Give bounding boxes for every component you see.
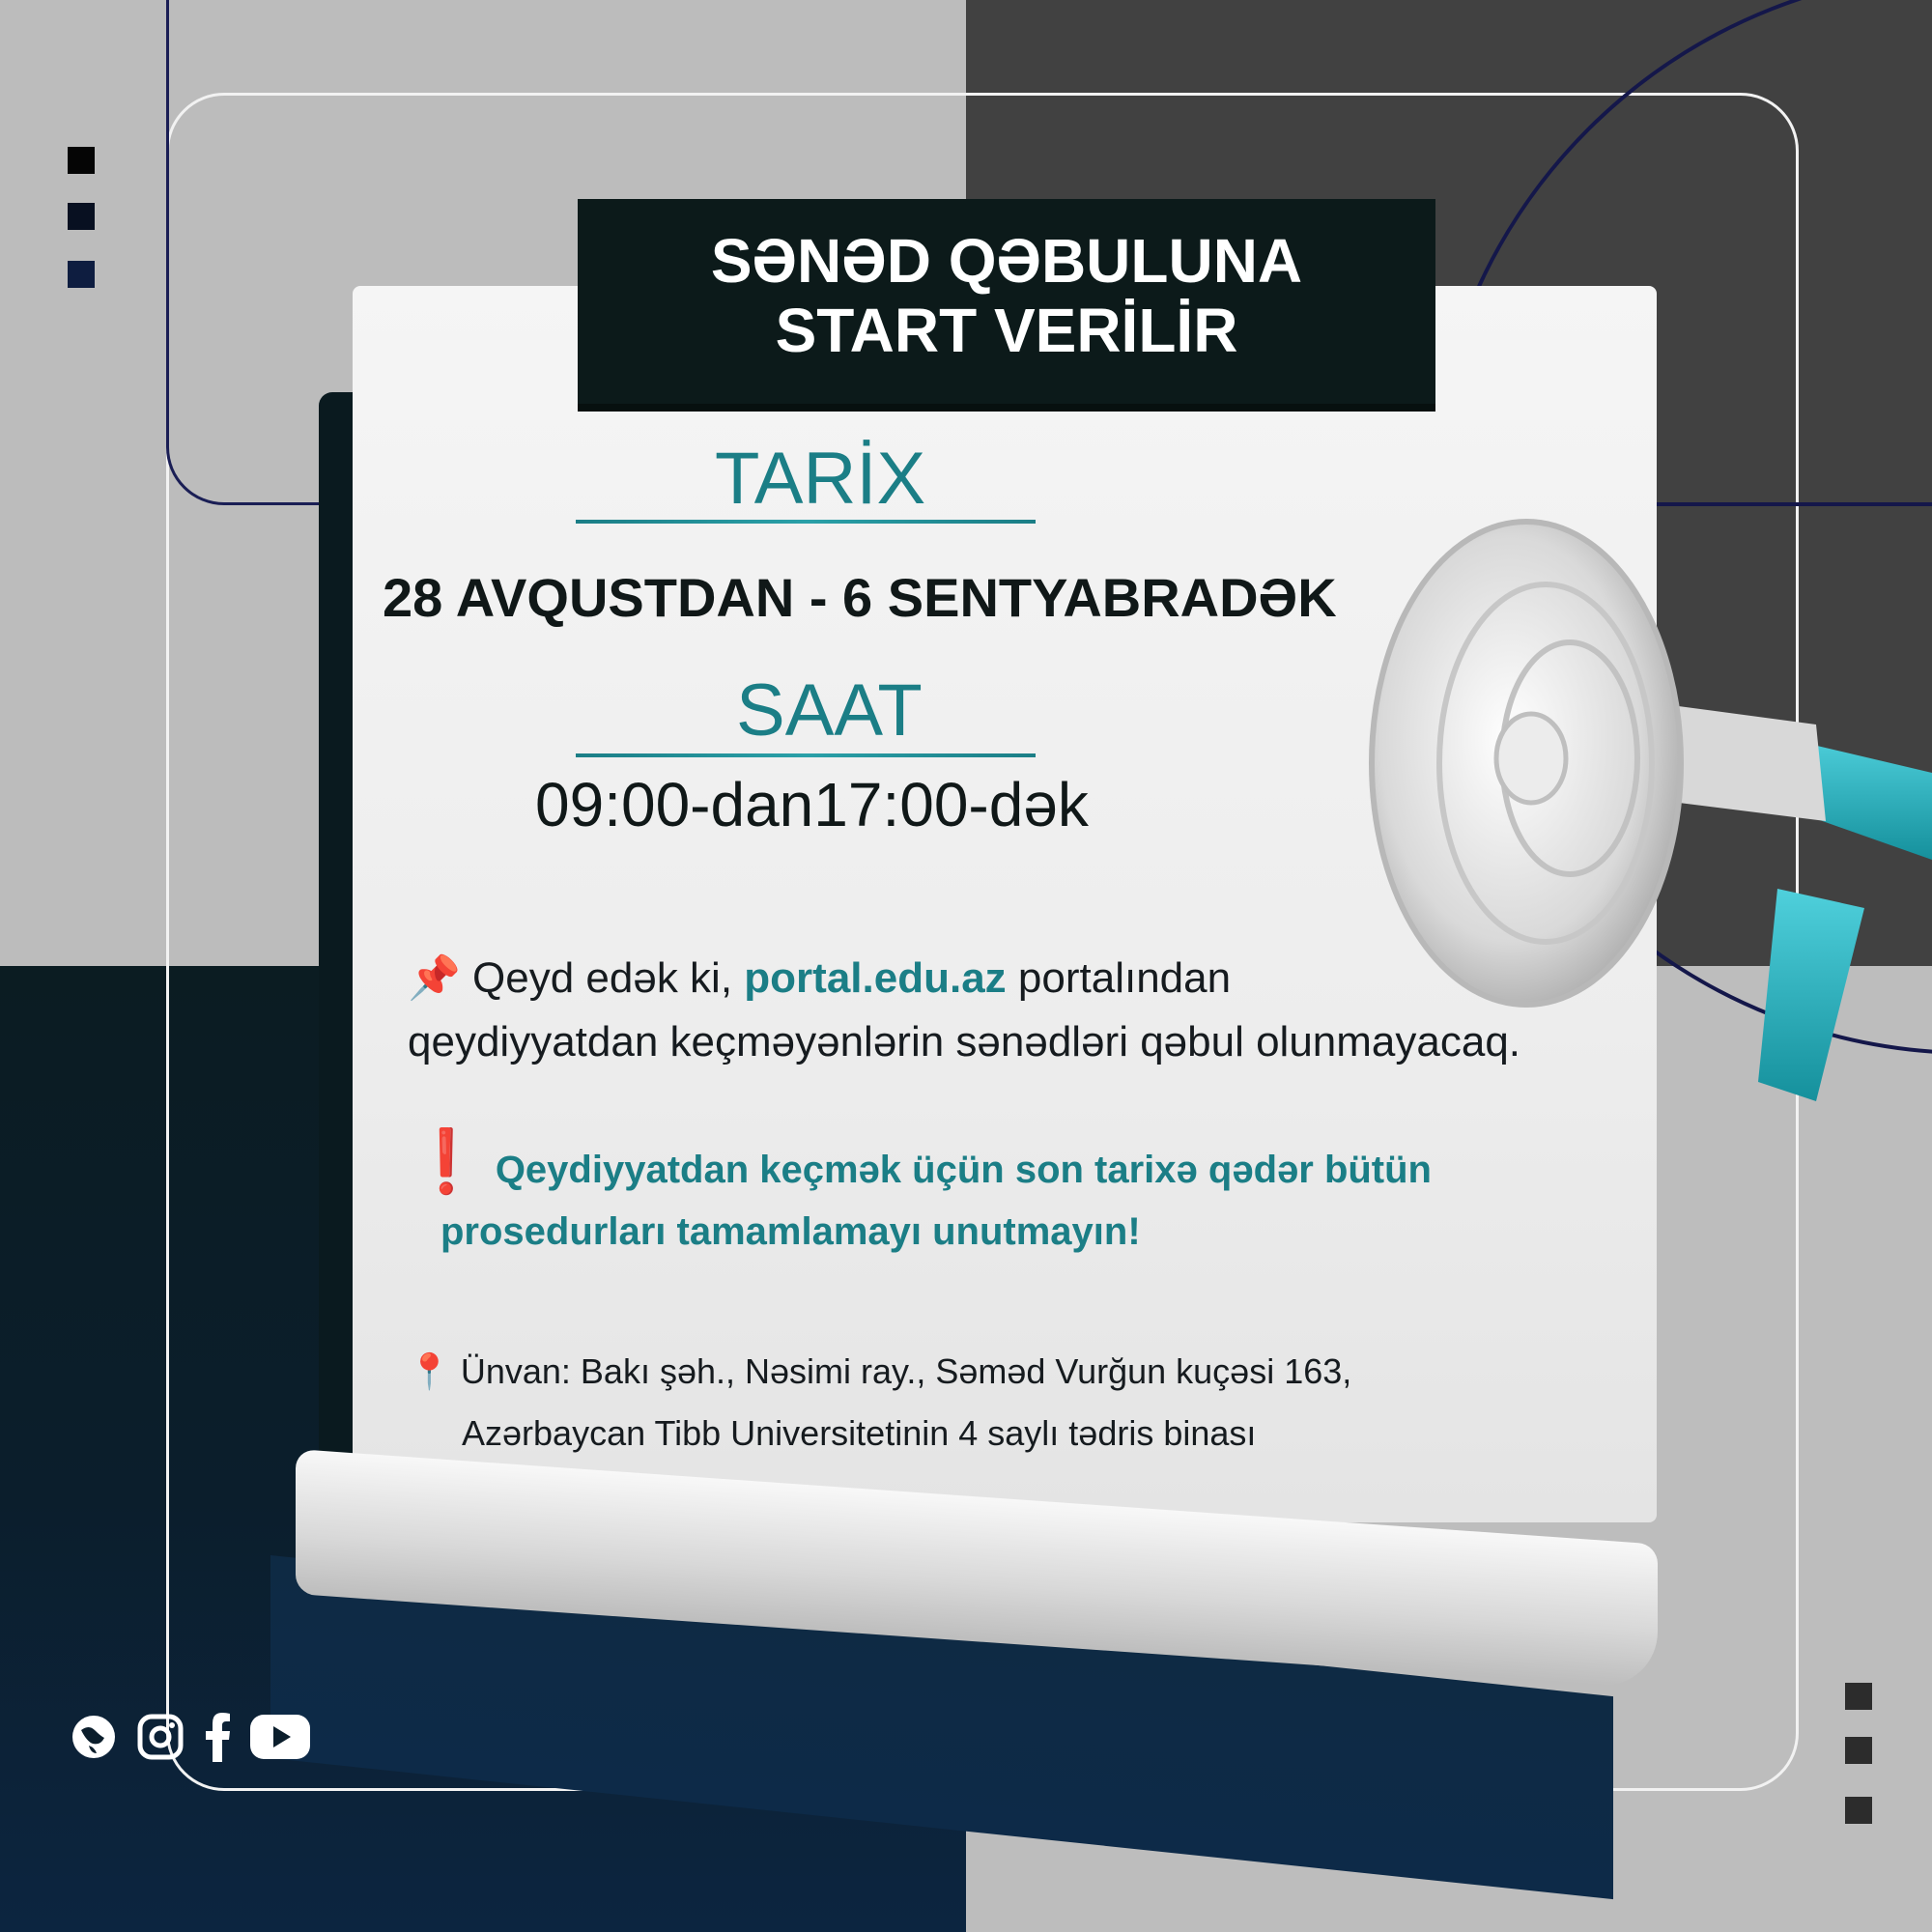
date-range: 28 AVQUSTDAN - 6 SENTYABRADƏK — [383, 567, 1337, 628]
address-line-2: Azərbaycan Tibb Universitetinin 4 saylı tədris binası — [462, 1413, 1257, 1453]
note-line-2: qeydiyyatdan keçməyənlərin sənədləri qəbul olunmayacaq. — [408, 1018, 1521, 1065]
date-heading: TARİX — [715, 438, 926, 520]
decorative-square — [68, 147, 95, 174]
note-prefix: Qeyd edək ki, — [472, 954, 733, 1002]
decorative-square — [68, 261, 95, 288]
social-icons — [70, 1712, 324, 1766]
facebook-icon[interactable] — [203, 1712, 232, 1766]
instagram-icon[interactable] — [136, 1713, 185, 1765]
decorative-square — [1845, 1737, 1872, 1764]
headline-line-2: START VERİLİR — [775, 296, 1238, 365]
decorative-frame-accent — [166, 0, 324, 505]
exclamation-icon: ❗ — [408, 1126, 485, 1196]
decorative-square — [1845, 1683, 1872, 1710]
globe-icon[interactable] — [70, 1713, 118, 1765]
youtube-icon[interactable] — [250, 1715, 310, 1763]
working-hours: 09:00-dan17:00-dək — [535, 770, 1089, 839]
note-suffix: portalından — [1017, 954, 1232, 1002]
date-divider — [576, 520, 1036, 524]
portal-link[interactable]: portal.edu.az — [744, 954, 1007, 1002]
deadline-warning — [408, 1126, 1567, 1263]
warning-line-2: prosedurları tamamlamayı unutmayın! — [440, 1210, 1141, 1253]
registration-note — [408, 947, 1644, 1074]
time-heading: SAAT — [736, 669, 923, 752]
address-line-1: Ünvan: Bakı şəh., Nəsimi ray., Səməd Vurğun kuçəsi 163, — [460, 1351, 1352, 1391]
warning-line-1: Qeydiyyatdan keçmək üçün son tarixə qədər bütün — [495, 1149, 1432, 1191]
headline-line-1: SƏNƏD QƏBULUNA — [710, 226, 1303, 296]
headline-banner — [578, 199, 1435, 404]
decorative-square — [68, 203, 95, 230]
address-block — [408, 1341, 1567, 1464]
location-pin-icon: 📍 — [408, 1351, 451, 1391]
decorative-square — [1845, 1797, 1872, 1824]
time-divider — [576, 753, 1036, 757]
pushpin-icon: 📌 — [408, 954, 461, 1002]
